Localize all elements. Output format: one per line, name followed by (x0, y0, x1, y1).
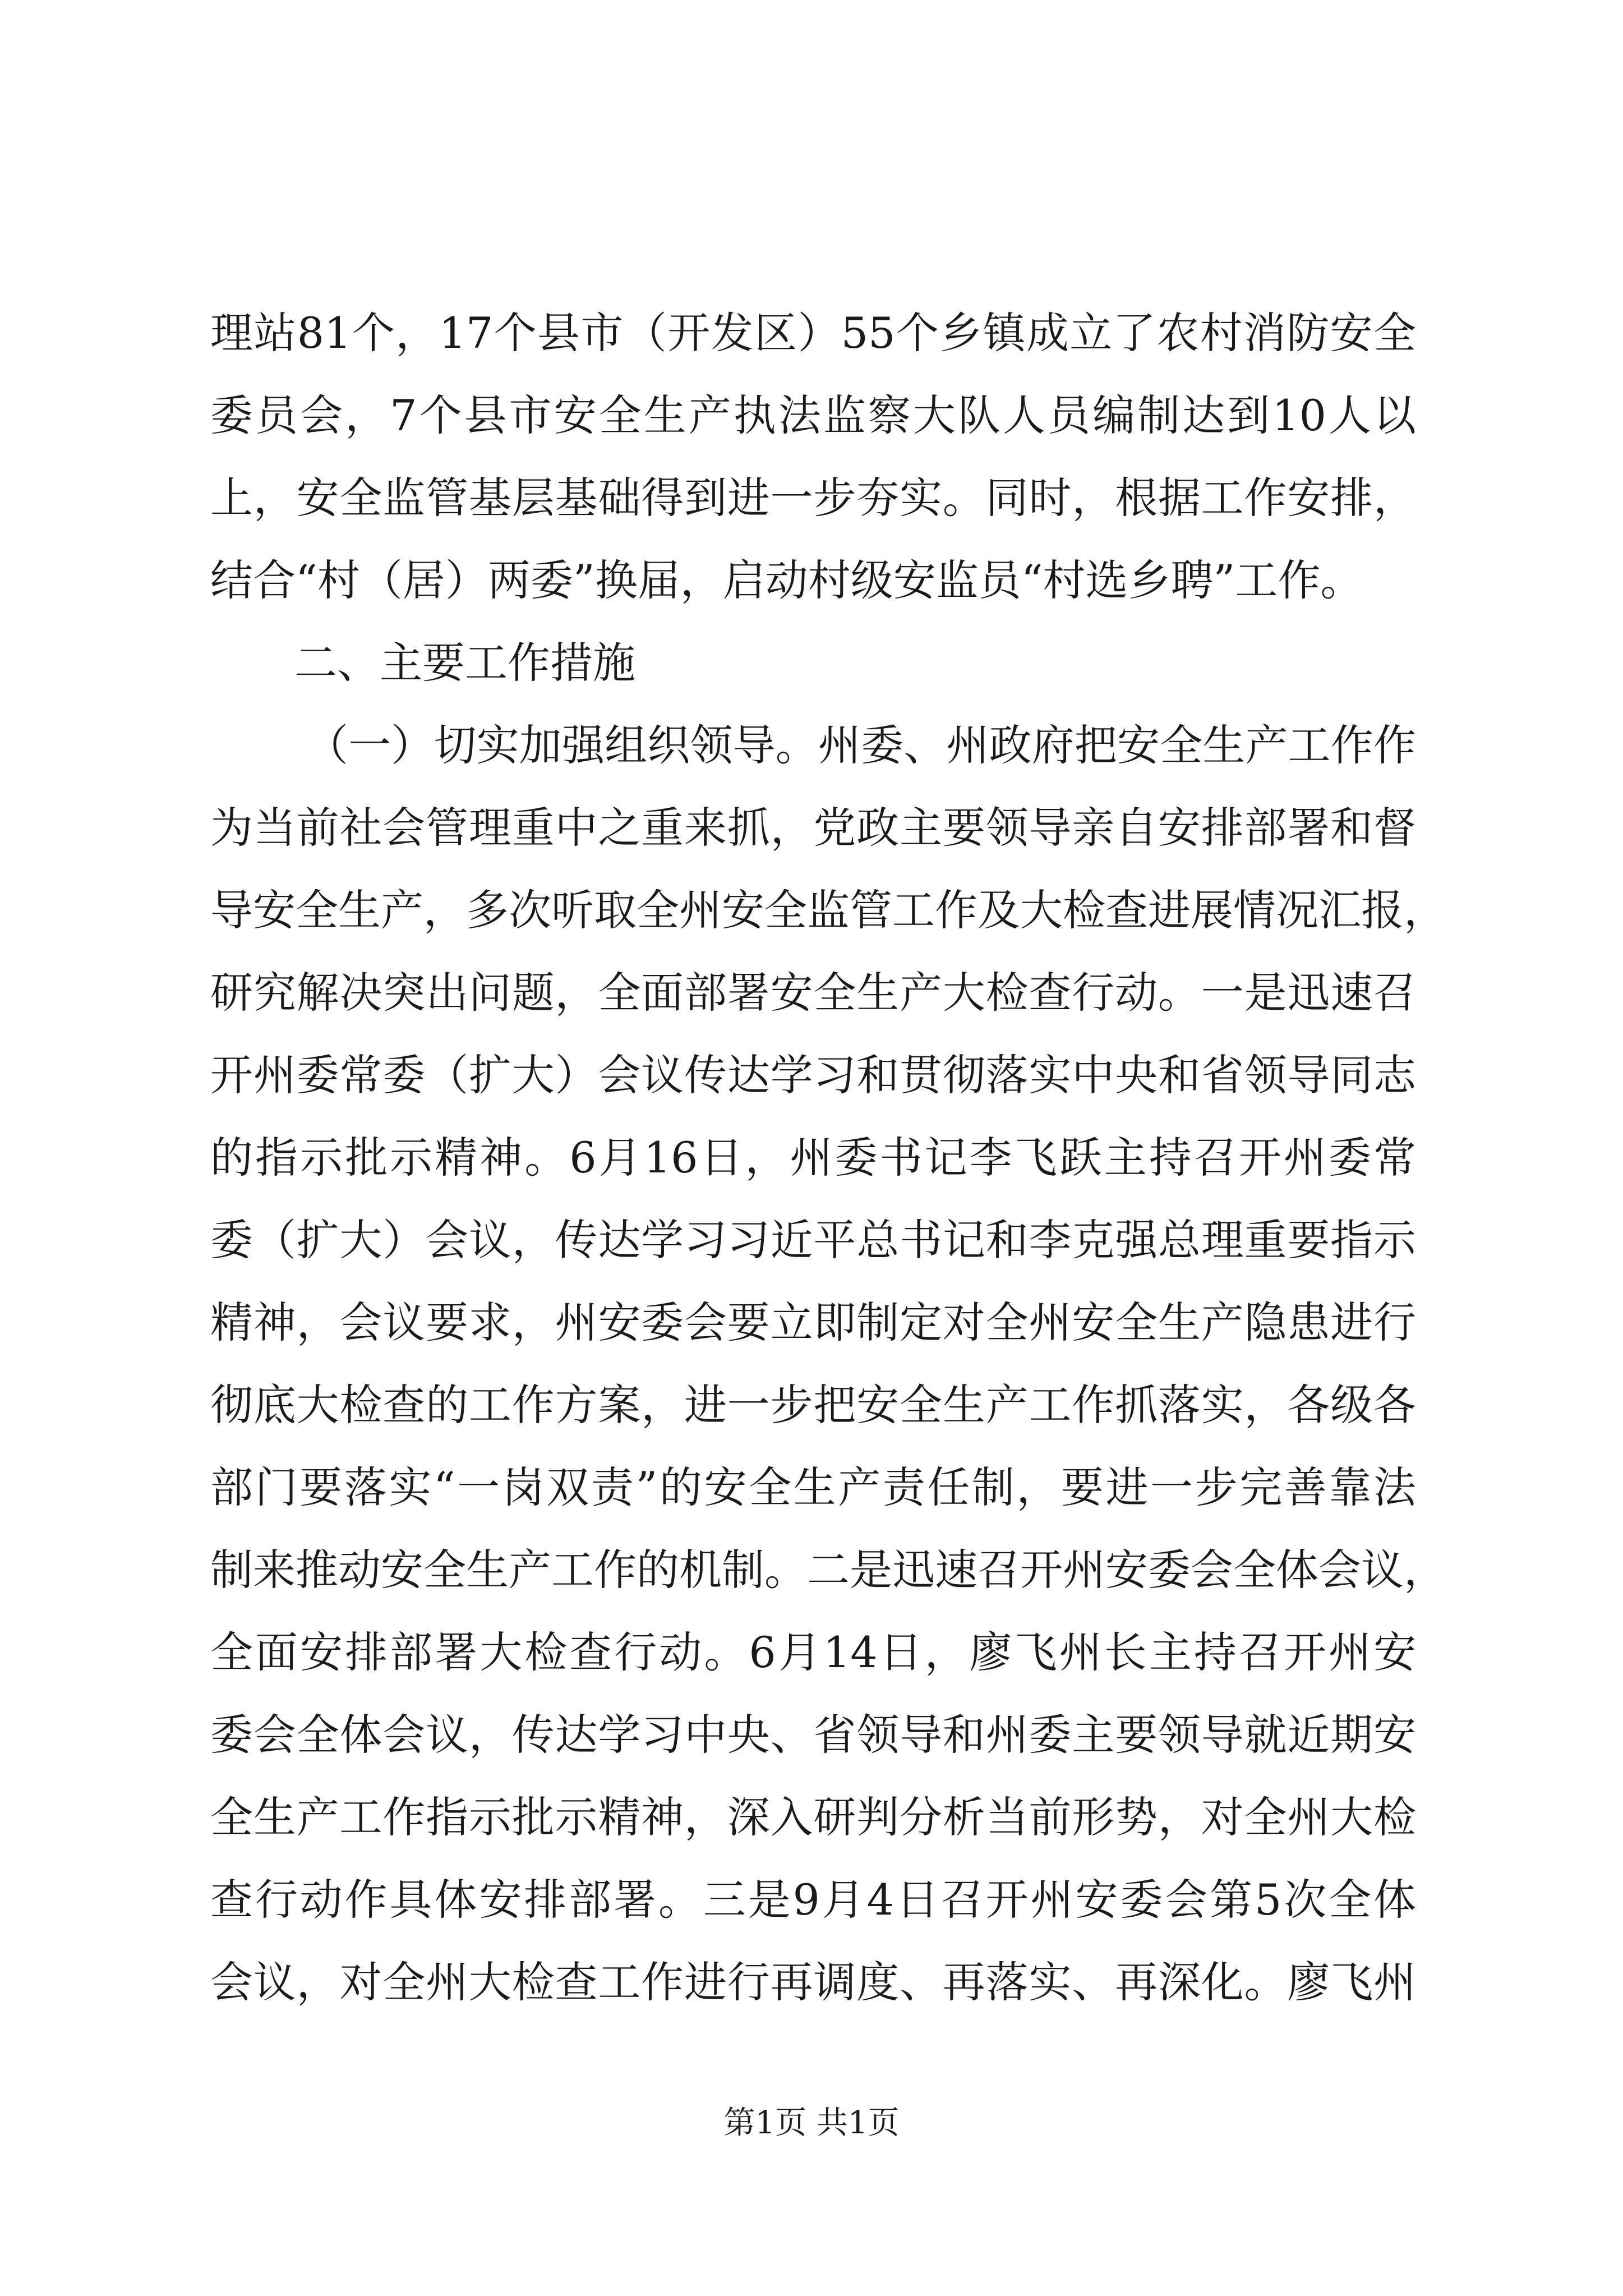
text-line: 部门要落实“一岗双责”的安全生产责任制，要进一步完善靠法 (210, 1462, 1416, 1512)
text-line: 制来推动安全生产工作的机制。二是迅速召开州安委会全体会议， (210, 1545, 1446, 1595)
section-heading: 二、主要工作措施 (294, 638, 635, 688)
text-line: 全生产工作指示批示精神，深入研判分析当前形势，对全州大检 (210, 1792, 1416, 1842)
text-line: 开州委常委（扩大）会议传达学习和贯彻落实中央和省领导同志 (210, 1050, 1416, 1100)
document-body (210, 292, 1446, 2023)
text-line: 导安全生产，多次听取全州安全监管工作及大检查进展情况汇报， (210, 885, 1446, 935)
text-line: 全面安排部署大检查行动。6月14日，廖飞州长主持召开州安 (210, 1627, 1416, 1677)
text-line: 查行动作具体安排部署。三是9月4日召开州安委会第5次全体 (210, 1875, 1416, 1925)
text-line: 彻底大检查的工作方案，进一步把安全生产工作抓落实，各级各 (210, 1380, 1416, 1430)
text-line: 结合“村（居）两委”换届，启动村级安监员“村选乡聘”工作。 (210, 555, 1363, 605)
text-line: 为当前社会管理重中之重来抓，党政主要领导亲自安排部署和督 (210, 803, 1416, 853)
text-line: 精神，会议要求，州安委会要立即制定对全州安全生产隐患进行 (210, 1297, 1416, 1347)
text-line: 委会全体会议，传达学习中央、省领导和州委主要领导就近期安 (210, 1710, 1416, 1760)
text-line: 理站81个，17个县市（开发区）55个乡镇成立了农村消防安全 (210, 308, 1416, 358)
text-line: （一）切实加强组织领导。州委、州政府把安全生产工作作 (306, 720, 1416, 770)
text-line: 研究解决突出问题，全面部署安全生产大检查行动。一是迅速召 (210, 968, 1416, 1018)
text-line: 上，安全监管基层基础得到进一步夯实。同时，根据工作安排， (210, 473, 1416, 523)
text-line: 会议，对全州大检查工作进行再调度、再落实、再深化。廖飞州 (210, 1957, 1416, 2007)
text-line: 委（扩大）会议，传达学习习近平总书记和李克强总理重要指示 (210, 1215, 1416, 1265)
text-line: 委员会，7个县市安全生产执法监察大队人员编制达到10人以 (210, 390, 1416, 440)
text-line: 的指示批示精神。6月16日，州委书记李飞跃主持召开州委常 (210, 1133, 1416, 1182)
page-footer: 第1页 共1页 (723, 2105, 900, 2141)
